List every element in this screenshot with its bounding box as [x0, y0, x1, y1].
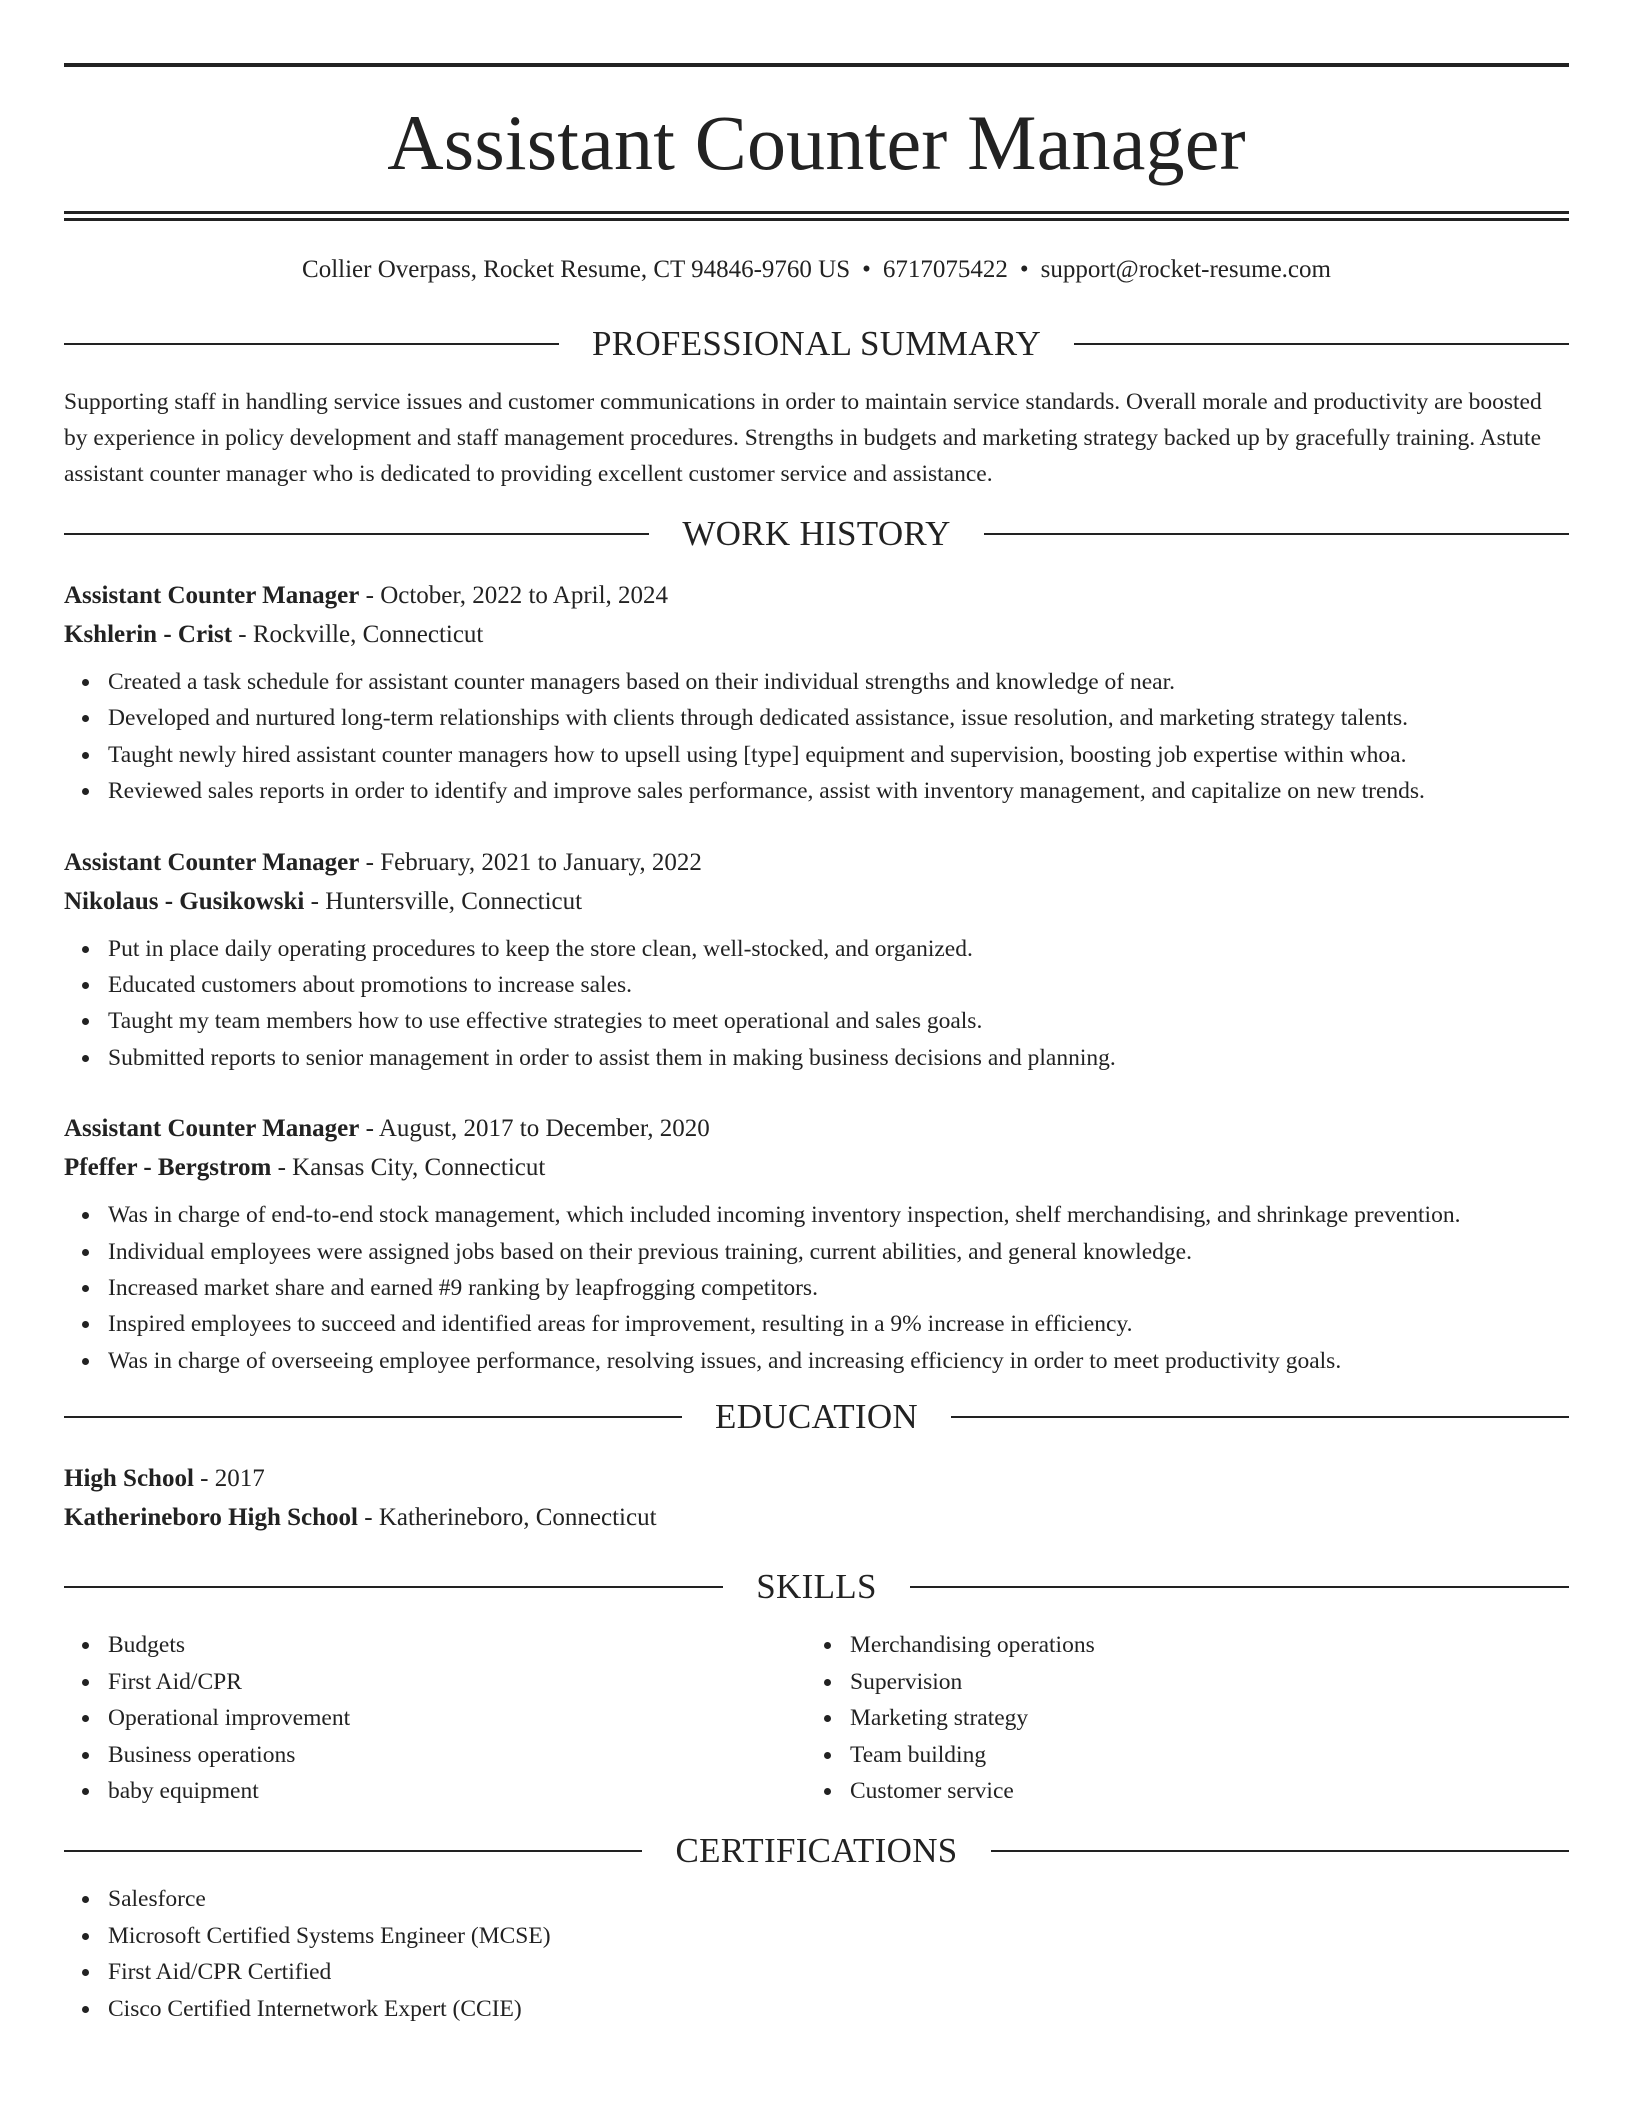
skills-columns	[64, 1627, 1569, 1809]
education-year: - 2017	[193, 1465, 265, 1493]
job-bullets	[64, 1197, 1569, 1379]
section-header-work-history	[64, 514, 1569, 554]
list-item: Educated customers about promotions to increase sales.	[108, 967, 1569, 1003]
skill-item: Budgets	[108, 1627, 806, 1663]
summary-text: Supporting staff in handling service issues and customer communications in order to maintain service standards. Overall morale and productivity are boosted by experience in policy development and staff management procedures. Strengths in budgets and marketing strategy backed up by gracefully training. Astute assistant counter manager who is dedicated to providing excellent customer service and assistance.	[64, 389, 1542, 487]
list-item: Was in charge of overseeing employee performance, resolving issues, and increasing efficiency in order to meet productivity goals.	[108, 1343, 1569, 1379]
job-title-line	[64, 1109, 1569, 1148]
list-item: Individual employees were assigned jobs based on their previous training, current abilities, and general knowledge.	[108, 1234, 1569, 1270]
divider-line	[64, 1850, 642, 1852]
skill-item: baby equipment	[108, 1773, 806, 1809]
job-company: Nikolaus - Gusikowski	[64, 887, 305, 915]
education-location: - Katherineboro, Connecticut	[358, 1504, 657, 1532]
education-school: Katherineboro High School	[64, 1504, 359, 1532]
job-location: - Rockville, Connecticut	[232, 621, 484, 648]
section-header-summary	[64, 324, 1569, 364]
divider-line	[64, 1586, 723, 1588]
job-title-line	[64, 576, 1569, 615]
job-entry	[64, 843, 1569, 1077]
list-item: Increased market share and earned #9 ranking by leapfrogging competitors.	[108, 1270, 1569, 1306]
job-dates: - October, 2022 to April, 2024	[359, 582, 669, 609]
certification-item: Microsoft Certified Systems Engineer (MCSE)	[108, 1918, 1569, 1954]
list-item: Taught newly hired assistant counter managers how to upsell using [type] equipment and supervision, boosting job expertise within whoa.	[108, 737, 1569, 773]
job-title: Assistant Counter Manager	[64, 582, 360, 609]
contact-separator: •	[862, 256, 871, 283]
divider-line	[984, 533, 1569, 535]
job-title-line	[64, 843, 1569, 882]
page-title: Assistant Counter Manager	[387, 99, 1246, 186]
job-entry	[64, 576, 1569, 810]
job-dates: - August, 2017 to December, 2020	[359, 1115, 710, 1143]
certification-item: Salesforce	[108, 1881, 1569, 1917]
skills-list	[806, 1627, 1548, 1809]
skill-item: Merchandising operations	[850, 1627, 1548, 1663]
skill-item: Business operations	[108, 1737, 806, 1773]
contact-address: Collier Overpass, Rocket Resume, CT 94846-9760 US	[302, 256, 851, 283]
job-title: Assistant Counter Manager	[64, 1115, 360, 1143]
list-item: Put in place daily operating procedures to keep the store clean, well-stocked, and organized.	[108, 931, 1569, 967]
section-title: CERTIFICATIONS	[675, 1831, 958, 1871]
job-title: Assistant Counter Manager	[64, 848, 360, 876]
divider-line	[951, 1416, 1569, 1418]
skill-item: Team building	[850, 1737, 1548, 1773]
job-entry	[64, 1109, 1569, 1379]
section-title: EDUCATION	[715, 1397, 918, 1437]
skill-item: Supervision	[850, 1664, 1548, 1700]
section-title: SKILLS	[756, 1567, 877, 1607]
section-header-certifications	[64, 1831, 1569, 1871]
skills-column-right	[806, 1627, 1548, 1809]
job-dates: - February, 2021 to January, 2022	[359, 848, 702, 876]
contact-line	[64, 254, 1569, 286]
title-double-rule	[64, 211, 1569, 221]
list-item: Taught my team members how to use effective strategies to meet operational and sales goals.	[108, 1003, 1569, 1039]
skill-item: Customer service	[850, 1773, 1548, 1809]
job-company-line	[64, 1148, 1569, 1187]
divider-line	[64, 343, 559, 345]
contact-phone: 6717075422	[882, 256, 1008, 283]
skill-item: Marketing strategy	[850, 1700, 1548, 1736]
skills-list	[64, 1627, 806, 1809]
divider-line	[64, 533, 649, 535]
education-degree-line	[64, 1459, 1569, 1498]
divider-line	[910, 1586, 1569, 1588]
contact-separator: •	[1019, 256, 1029, 283]
divider-line	[991, 1850, 1569, 1852]
list-item: Created a task schedule for assistant counter managers based on their individual strengths and knowledge of near.	[108, 664, 1569, 700]
certification-item: First Aid/CPR Certified	[108, 1954, 1569, 1990]
list-item: Submitted reports to senior management in order to assist them in making business decisions and planning.	[108, 1040, 1569, 1076]
list-item: Reviewed sales reports in order to identify and improve sales performance, assist with inventory management, and capitalize on new trends.	[108, 773, 1569, 809]
job-bullets	[64, 664, 1569, 810]
divider-line	[64, 1416, 682, 1418]
education-entry	[64, 1459, 1569, 1537]
job-bullets	[64, 931, 1569, 1077]
list-item: Inspired employees to succeed and identified areas for improvement, resulting in a 9% increase in efficiency.	[108, 1306, 1569, 1342]
resume-page	[64, 63, 1569, 2027]
list-item: Developed and nurtured long-term relationships with clients through dedicated assistance, issue resolution, and marketing strategy talents.	[108, 700, 1569, 736]
education-school-line	[64, 1498, 1569, 1537]
section-title: WORK HISTORY	[682, 514, 951, 553]
skill-item: First Aid/CPR	[108, 1664, 806, 1700]
job-location: - Huntersville, Connecticut	[304, 887, 583, 915]
top-rule	[64, 63, 1569, 67]
certifications-list	[64, 1881, 1569, 2027]
contact-email: support@rocket-resume.com	[1040, 256, 1331, 283]
certification-item: Cisco Certified Internetwork Expert (CCIE)	[108, 1991, 1569, 2027]
divider-line	[1074, 343, 1569, 345]
skill-item: Operational improvement	[108, 1700, 806, 1736]
job-company-line	[64, 615, 1569, 654]
job-location: - Kansas City, Connecticut	[271, 1154, 546, 1182]
education-degree: High School	[64, 1465, 194, 1493]
skills-column-left	[64, 1627, 806, 1809]
list-item: Was in charge of end-to-end stock management, which included incoming inventory inspection, shelf merchandising, and shrinkage prevention.	[108, 1197, 1569, 1233]
section-header-education	[64, 1397, 1569, 1437]
section-header-skills	[64, 1567, 1569, 1607]
section-title: PROFESSIONAL SUMMARY	[591, 324, 1042, 363]
job-company: Kshlerin - Crist	[64, 621, 233, 648]
job-company-line	[64, 882, 1569, 921]
job-company: Pfeffer - Bergstrom	[64, 1154, 272, 1182]
